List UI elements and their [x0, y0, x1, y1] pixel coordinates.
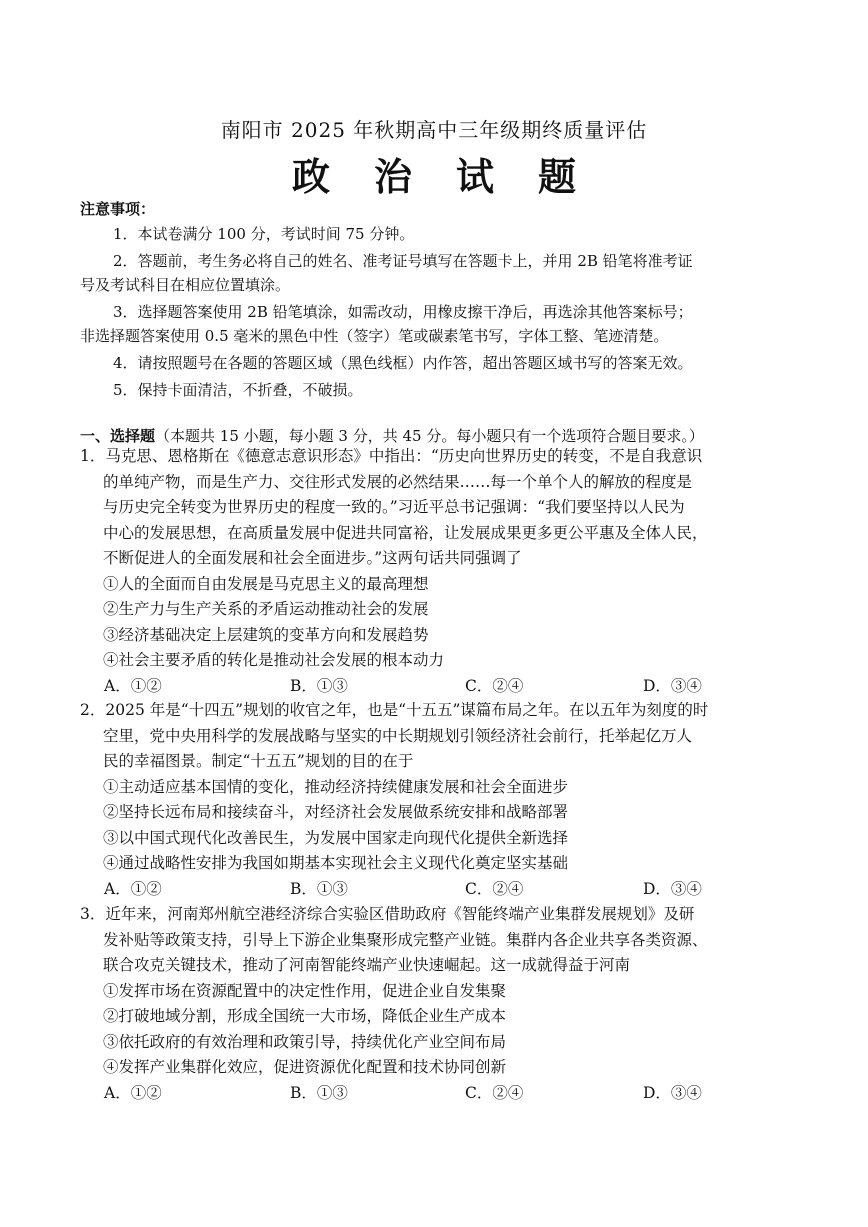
statement-option: ①主动适应基本国情的变化，推动经济持续健康发展和社会全面进步 [103, 777, 569, 796]
notice-line: 4．请按照题号在各题的答题区域（黑色线框）内作答，超出答题区域书写的答案无效。 [113, 354, 693, 372]
question-line: 3．近年来，河南郑州航空港经济综合实验区借助政府《智能终端产业集群发展规划》及研 [80, 905, 695, 923]
question-line: 联合攻克关键技术，推动了河南智能终端产业快速崛起。这一成就得益于河南 [103, 956, 631, 974]
answer-choice-b: B．①③ [290, 676, 348, 695]
answer-choice-a: A．①② [104, 676, 162, 695]
statement-option: ④社会主要矛盾的转化是推动社会发展的根本动力 [103, 651, 445, 669]
answer-choice-a: A．①② [104, 1083, 162, 1102]
question-line: 中心的发展思想，在高质量发展中促进共同富裕，让发展成果更多更公平惠及全体人民， [103, 523, 708, 542]
answer-choices [80, 1081, 800, 1107]
notice-line: 非选择题答案使用 0.5 毫米的黑色中性（签字）笔或碳素笔书写，字体工整、笔迹清楚。 [80, 327, 669, 345]
question-line: 空里，党中央用科学的发展战略与坚实的中长期规划引领经济社会前行，托举起亿万人 [103, 726, 693, 745]
question-line: 的单纯产物，而是生产力、交往形式发展的必然结果……每一个单个人的解放的程度是 [103, 472, 693, 491]
statement-option: ①发挥市场在资源配置中的决定性作用，促进企业自发集聚 [103, 981, 507, 1000]
question-2 [80, 698, 800, 903]
question-line: 1．马克思、恩格斯在《德意志意识形态》中指出：“历史向世界历史的转变，不是自我意识 [80, 447, 703, 465]
answer-choice-c: C．②④ [465, 879, 524, 898]
section-heading [80, 425, 800, 446]
statement-option: ③经济基础决定上层建筑的变革方向和发展趋势 [103, 625, 429, 644]
answer-choices [80, 877, 800, 903]
notice-heading: 注意事项： [80, 200, 156, 218]
notice-line: 3．选择题答案使用 2B 铅笔填涂，如需改动，用橡皮擦干净后，再选涂其他答案标号； [113, 303, 693, 321]
answer-choice-b: B．①③ [290, 1083, 348, 1102]
answer-choice-b: B．①③ [290, 879, 348, 898]
statement-option: ④发挥产业集群化效应，促进资源优化配置和技术协同创新 [103, 1058, 507, 1076]
statement-option: ①人的全面而自由发展是马克思主义的最高理想 [103, 574, 429, 593]
statement-option: ②打破地域分割，形成全国统一大市场，降低企业生产成本 [103, 1007, 507, 1025]
question-line: 与历史完全转变为世界历史的程度一致的。”习近平总书记强调：“我们要坚持以人民为 [103, 498, 685, 516]
question-1 [80, 444, 800, 700]
notice-line: 5．保持卡面清洁，不折叠，不破损。 [113, 381, 363, 399]
answer-choices [80, 674, 800, 700]
answer-choice-c: C．②④ [465, 1083, 524, 1102]
answer-choice-c: C．②④ [465, 676, 524, 695]
question-line: 2．2025 年是“十四五”规划的收官之年，也是“十五五”谋篇布局之年。在以五年为刻度的时 [80, 701, 709, 719]
subject-char: 题 [538, 154, 577, 199]
question-line: 不断促进人的全面发展和社会全面进步。”这两句话共同强调了 [103, 549, 522, 567]
answer-choice-d: D．③④ [643, 676, 702, 695]
answer-choice-d: D．③④ [643, 1083, 702, 1102]
statement-option: ②坚持长远布局和接续奋斗，对经济社会发展做系统安排和战略部署 [103, 803, 569, 821]
subject-title [0, 146, 868, 201]
exam-title: 南阳市 2025 年秋期高中三年级期终质量评估 [220, 118, 648, 142]
question-line: 发补贴等政策支持，引导上下游企业集聚形成完整产业链。集群内各企业共享各类资源、 [103, 930, 708, 949]
answer-choice-a: A．①② [104, 879, 162, 898]
statement-option: ④通过战略性安排为我国如期基本实现社会主义现代化奠定坚实基础 [103, 854, 569, 872]
subject-char: 治 [373, 154, 412, 199]
statement-option: ③依托政府的有效治理和政策引导，持续优化产业空间布局 [103, 1032, 507, 1051]
subject-char: 试 [456, 154, 495, 199]
question-line: 民的幸福图景。制定“十五五”规划的目的在于 [103, 752, 414, 770]
notice-line: 号及考试科目在相应位置填涂。 [80, 276, 291, 294]
statement-option: ②生产力与生产关系的矛盾运动推动社会的发展 [103, 600, 429, 618]
notice-line: 2．答题前，考生务必将自己的姓名、准考证号填写在答题卡上，并用 2B 铅笔将准考证 [113, 252, 693, 270]
subject-char: 政 [291, 154, 330, 199]
notice-line: 1．本试卷满分 100 分，考试时间 75 分钟。 [113, 225, 415, 243]
notice-list [80, 222, 792, 402]
question-3 [80, 902, 800, 1107]
section-description: （本题共 15 小题，每小题 3 分，共 45 分。每小题只有一个选项符合题目要求。） [155, 427, 704, 445]
section-label: 一、选择题 [80, 427, 156, 445]
statement-option: ③以中国式现代化改善民生，为发展中国家走向现代化提供全新选择 [103, 828, 569, 847]
answer-choice-d: D．③④ [643, 879, 702, 898]
